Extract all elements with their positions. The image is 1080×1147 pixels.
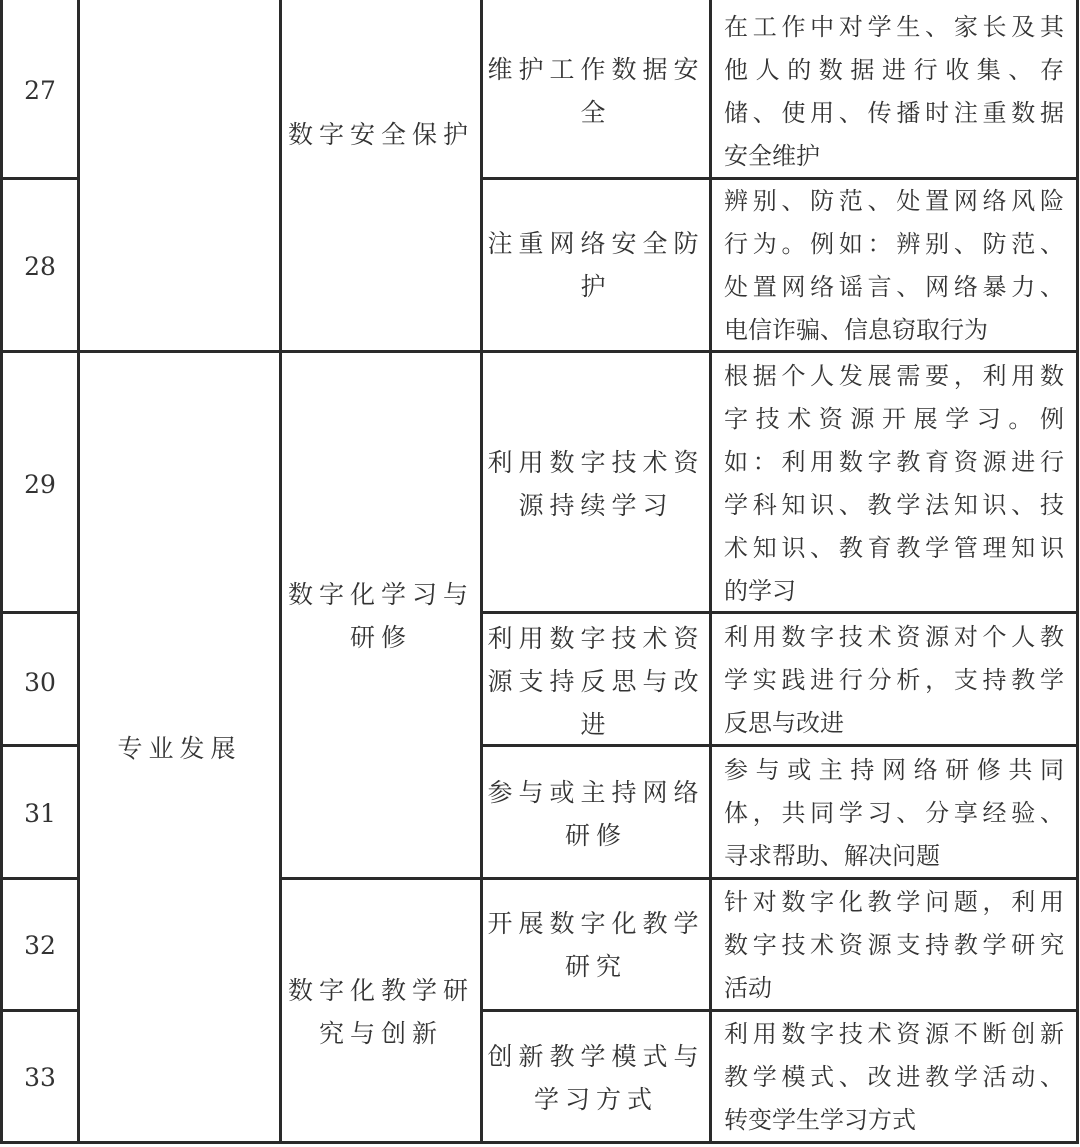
group-label: 究与创新 [318,1019,443,1048]
table-border-left [0,0,3,1143]
description-line: 寻求帮助、解决问题 [724,842,940,870]
row-number: 28 [24,252,56,281]
item-description [724,6,1064,178]
description-line: 学实践进行分析，支持教学 [724,666,1064,694]
description-line: 如：利用数字教育资源进行 [724,448,1064,476]
description-line: 转变学生学习方式 [724,1106,916,1134]
row-number: 33 [24,1063,56,1092]
column-divider [709,0,712,1143]
description-line: 利用数字技术资源不断创新 [724,1020,1064,1048]
item-title: 研修 [564,821,627,850]
item-description [724,355,1064,613]
item-title: 研究 [564,952,627,981]
item-title: 学习方式 [533,1085,658,1114]
item-title: 全 [580,98,612,127]
description-line: 教学模式、改进教学活动、 [724,1063,1064,1091]
row-number: 31 [24,799,56,828]
item-description [724,1013,1064,1142]
group-label: 数字化学习与 [287,580,474,609]
description-line: 处置网络谣言、网络暴力、 [724,273,1064,301]
group-label: 数字化教学研 [287,976,474,1005]
item-title: 进 [580,710,612,739]
row-divider [0,1009,79,1012]
row-number: 29 [24,470,56,499]
description-line: 参与或主持网络研修共同 [724,756,1064,784]
item-title: 利用数字技术资 [487,448,705,477]
description-line: 根据个人发展需要，利用数 [724,362,1064,390]
row-number: 32 [24,931,56,960]
description-line: 他人的数据进行收集、存 [724,56,1064,84]
description-line: 针对数字化教学问题，利用 [724,888,1064,916]
row-divider [0,744,79,747]
item-description [724,616,1064,745]
item-description [724,881,1064,1010]
description-line: 在工作中对学生、家长及其 [724,13,1064,41]
table-border-right [1076,0,1079,1143]
description-line: 电信诈骗、信息窃取行为 [724,316,988,344]
description-line: 活动 [724,974,772,1002]
item-title: 利用数字技术资 [487,624,705,653]
description-line: 储、使用、传播时注重数据 [724,99,1064,127]
item-title: 参与或主持网络 [487,778,705,807]
description-line: 利用数字技术资源对个人教 [724,623,1064,651]
description-line: 辨别、防范、处置网络风险 [724,187,1064,215]
description-line: 安全维护 [724,142,820,170]
item-title: 源持续学习 [518,491,674,520]
description-line: 学科知识、教学法知识、技 [724,491,1064,519]
item-title: 维护工作数据安 [487,55,705,84]
description-line: 体，共同学习、分享经验、 [724,799,1064,827]
item-description [724,749,1064,878]
item-description [724,180,1064,352]
row-divider [0,611,79,614]
row-divider [0,177,79,180]
group-label: 研修 [349,623,412,652]
column-divider [77,0,80,1143]
description-line: 的学习 [724,577,796,605]
description-line: 字技术资源开展学习。例 [724,405,1064,433]
row-number: 27 [24,76,56,105]
item-title: 源支持反思与改 [487,667,705,696]
item-title: 注重网络安全防 [487,229,705,258]
row-divider [0,877,79,880]
description-line: 行为。例如：辨别、防范、 [724,230,1064,258]
item-title: 创新教学模式与 [487,1042,705,1071]
row-number: 30 [24,668,56,697]
item-title: 开展数字化教学 [487,909,705,938]
description-line: 反思与改进 [724,709,844,737]
item-title: 护 [580,272,612,301]
description-line: 术知识、教育教学管理知识 [724,534,1064,562]
description-line: 数字技术资源支持教学研究 [724,931,1064,959]
category-label: 专业发展 [117,734,242,763]
group-label: 数字安全保护 [287,120,474,149]
